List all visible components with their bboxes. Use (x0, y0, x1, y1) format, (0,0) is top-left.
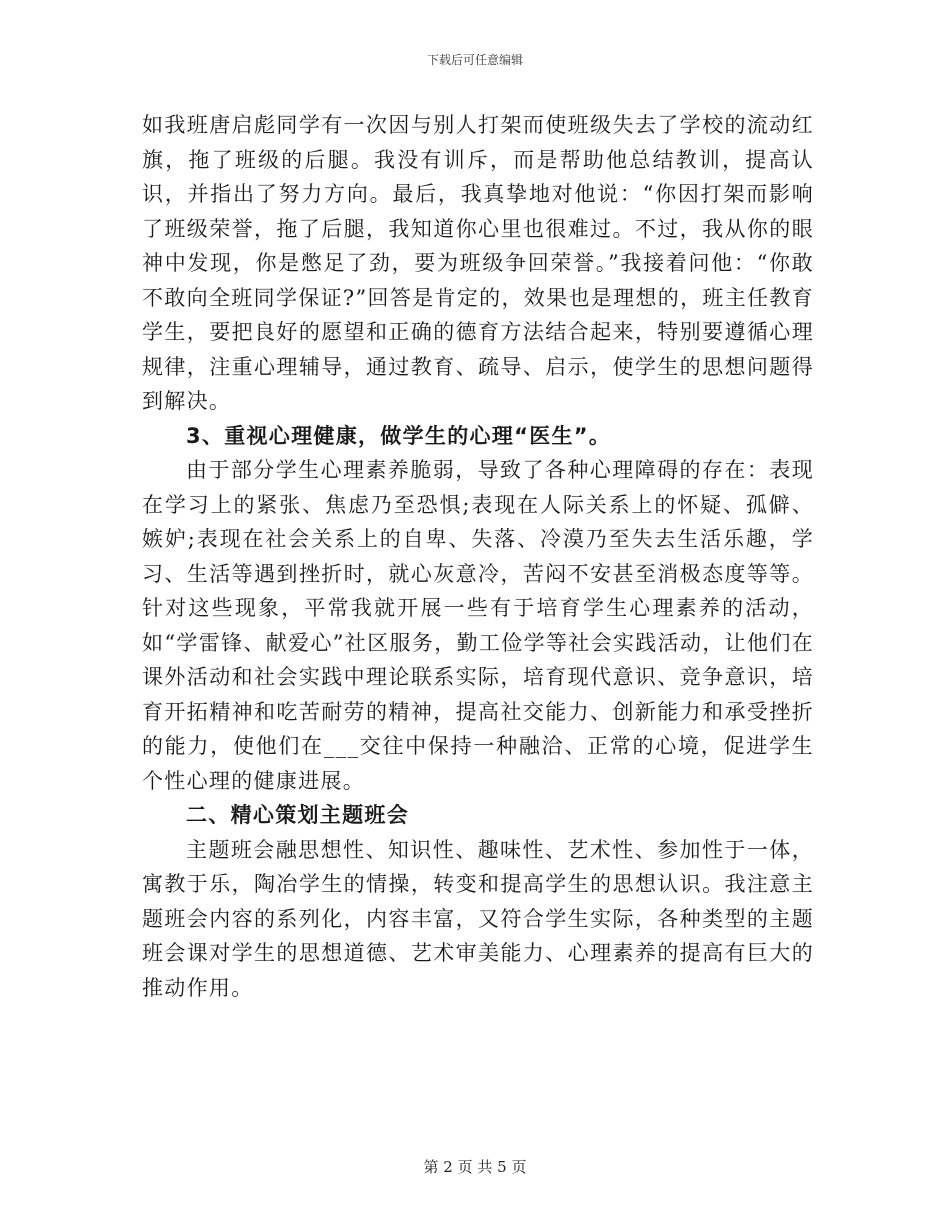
page-header: 下载后可任意编辑 (426, 53, 523, 67)
section-heading-2: 二、精心策划主题班会 (186, 803, 409, 827)
section-heading-3: 3、重视心理健康，做学生的心理“医生”。 (186, 423, 612, 448)
page-number-footer: 第 2 页 共 5 页 (423, 1158, 527, 1176)
paragraph-3: 主题班会融思想性、知识性、趣味性、艺术性、参加性于一体，寓教于乐，陶冶学生的情操，转变和提高学生的思想认识。我注意主题班会内容的系列化，内容丰富，又符合学生实际，各种类型的主题班会课对学生的思想道德、艺术审美能力、心理素养的提高有巨大的推动作用。 (142, 837, 814, 1000)
paragraph-2: 由于部分学生心理素养脆弱，导致了各种心理障碍的存在：表现在学习上的紧张、焦虑乃至恐惧;表现在人际关系上的怀疑、孤僻、嫉妒;表现在社会关系上的自卑、失落、冷漠乃至失去生活乐趣，学习、生活等遇到挫折时，就心灰意冷，苦闷不安甚至消极态度等等。针对这些现象，平常我就开展一些有于培育学生心理素养的活动，如“学雷锋、献爱心”社区服务，勤工俭学等社会实践活动，让他们在课外活动和社会实践中理论联系实际，培育现代意识、竞争意识，培育开拓精神和吃苦耐劳的精神，提高社交能力、创新能力和承受挫折的能力，使他们在___交往中保持一种融洽、正常的心境，促进学生个性心理的健康进展。 (142, 458, 814, 793)
document-body (142, 108, 814, 1005)
paragraph-1: 如我班唐启彪同学有一次因与别人打架而使班级失去了学校的流动红旗，拖了班级的后腿。我没有训斥，而是帮助他总结教训，提高认识，并指出了努力方向。最后，我真挚地对他说：“你因打架而影响了班级荣誉，拖了后腿，我知道你心里也很难过。不过，我从你的眼神中发现，你是憋足了劲，要为班级争回荣誉。”我接着问他：“你敢不敢向全班同学保证?”回答是肯定的，效果也是理想的，班主任教育学生，要把良好的愿望和正确的德育方法结合起来，特别要遵循心理规律，注重心理辅导，通过教育、疏导、启示，使学生的思想问题得到解决。 (142, 113, 814, 413)
